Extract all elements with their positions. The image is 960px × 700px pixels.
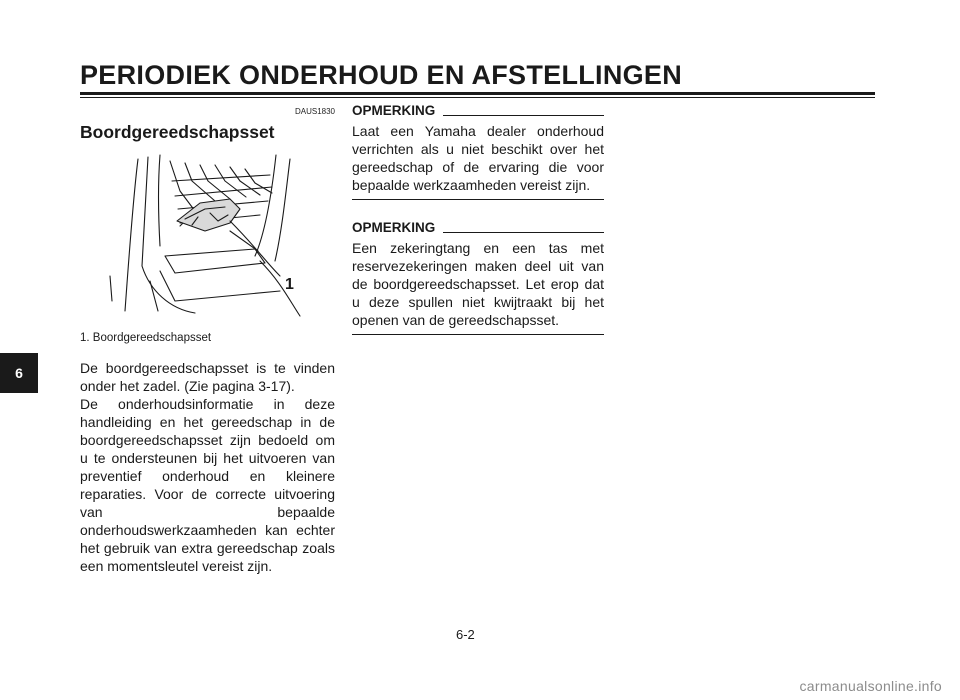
section-title: Boordgereedschapsset [80,122,275,142]
note-heading [352,103,604,119]
note-heading-label: OPMERKING [352,220,436,235]
left-column [80,100,335,575]
page-number: 6-2 [456,627,475,642]
note-heading-label: OPMERKING [352,103,436,118]
figure-caption: 1. Boordgereedschapsset [80,332,212,344]
note-heading-rule [443,232,604,233]
watermark-link[interactable]: carmanualsonline.info [799,678,942,694]
note-text: Een zekeringtang en een tas met reservezekeringen maken deel uit van de boordgereedschapsset. Let erop dat u deze spullen niet kwijtraakt bij het openen van de gereedschapsset. [352,240,604,328]
paragraph: De boordgereedschapsset is te vinden onder het zadel. (Zie pagina 3-17). [80,360,335,394]
chapter-tab[interactable]: 6 [0,353,38,393]
right-column [352,103,604,335]
reference-code: DAUS1830 [294,107,335,116]
note-heading [352,220,604,236]
note-text: Laat een Yamaha dealer onderhoud verrichten als u niet beschikt over het gereedschap of de ervaring die voor bepaalde werkzaamheden vereist zijn. [352,123,604,193]
header-rule-thick [80,92,875,95]
note-end-rule [352,334,604,335]
page-header-title: PERIODIEK ONDERHOUD EN AFSTELLINGEN [80,60,683,90]
figure-callout-label: 1 [285,276,294,293]
paragraph: De onderhoudsinformatie in deze handleiding en het gereedschap in de boordgereedschapsset zijn bedoeld om u te ondersteunen bij het uitvoeren van preventief onderhoud en kleinere reparaties. Voor de correcte uitvoering van bepaalde onderhoudswerkzaamheden kan echter het gebruik van extra gereedschap zoals een momentsleutel vereist zijn. [80,396,335,574]
note-box [352,103,604,200]
tool-kit-illustration [80,151,335,319]
note-heading-rule [443,115,604,116]
body-text [80,359,335,575]
header-rule-thin [80,97,875,98]
note-box [352,220,604,335]
